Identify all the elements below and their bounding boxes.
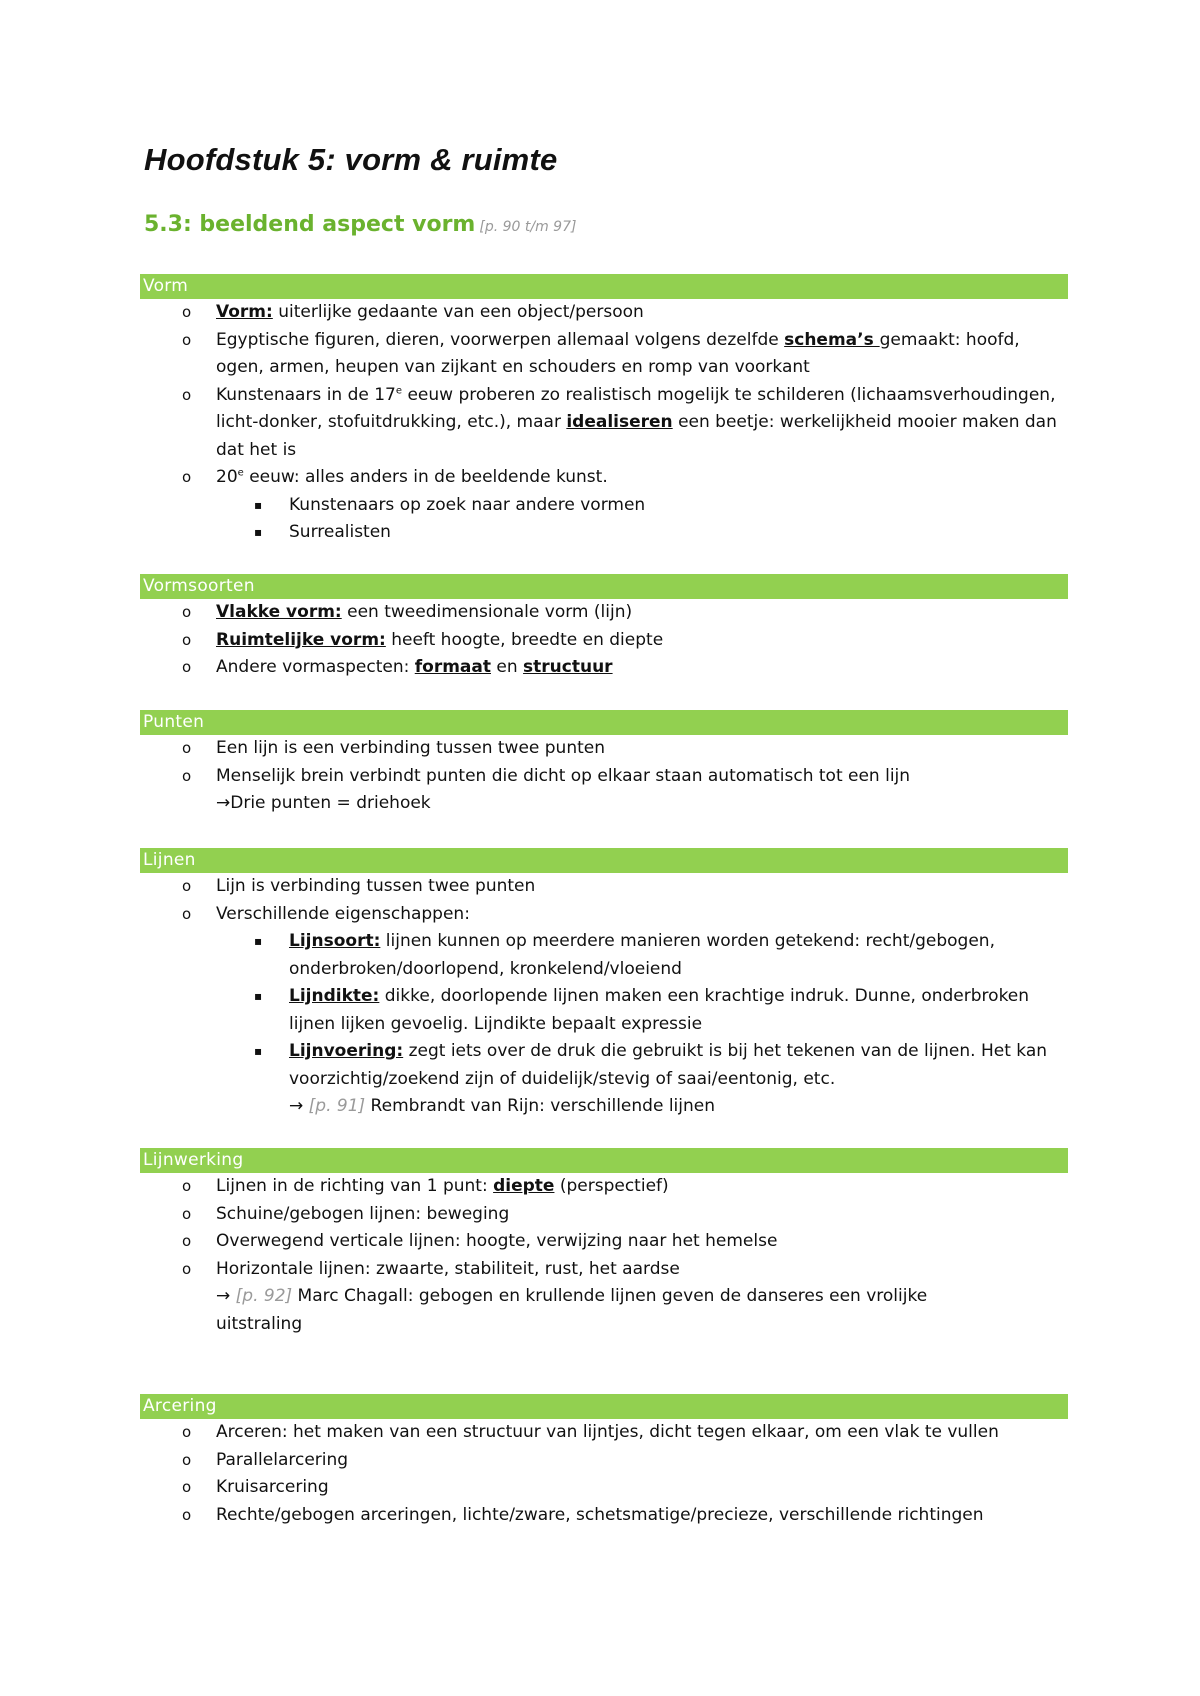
item-text: Lijnen in de richting van 1 punt:	[216, 1176, 494, 1196]
arrow-icon: →	[216, 1286, 231, 1306]
arrow-icon: →	[289, 1096, 304, 1116]
list-item	[140, 763, 1068, 791]
item-text: en	[491, 657, 524, 677]
list-item	[140, 1474, 1068, 1502]
item-text: 20	[216, 467, 238, 487]
bullet-square: ▪	[254, 497, 263, 512]
item-text: lijnen kunnen op meerdere manieren worden getekend: recht/gebogen, onderbroken/doorlopend, kronkelend/vloeiend	[289, 931, 995, 979]
item-text: uiterlijke gedaante van een object/persoon	[272, 302, 644, 322]
item-text: Lijn is verbinding tussen twee punten	[216, 876, 536, 896]
list-item	[140, 654, 1068, 682]
heading-arcering: Arcering	[140, 1394, 1068, 1419]
list-item	[140, 1419, 1068, 1447]
item-text: Een lijn is een verbinding tussen twee punten	[216, 738, 606, 758]
heading-punten: Punten	[140, 710, 1068, 735]
item-text: Arceren: het maken van een structuur van lijntjes, dicht tegen elkaar, om een vlak te vullen	[216, 1422, 999, 1442]
section-title	[144, 212, 576, 237]
item-text: een tweedimensionale vorm (lijn)	[341, 602, 633, 622]
item-text: (perspectief)	[554, 1176, 669, 1196]
list-item	[140, 735, 1068, 763]
list-item	[140, 1201, 1068, 1229]
heading-vormsoorten: Vormsoorten	[140, 574, 1068, 599]
bullet-circle: o	[182, 468, 192, 486]
bullet-circle: o	[182, 1232, 192, 1250]
arrow-icon: →	[216, 793, 231, 813]
item-text: dikke, doorlopende lijnen maken een krachtige indruk. Dunne, onderbroken lijnen lijken gevoelig. Lijndikte bepaalt expressie	[289, 986, 1030, 1034]
item-text: Verschillende eigenschappen:	[216, 903, 470, 924]
item-text: Egyptische figuren, dieren, voorwerpen allemaal volgens dezelfde	[216, 329, 785, 350]
section-punten	[140, 710, 1068, 818]
section-arcering	[140, 1394, 1068, 1529]
item-text: Schuine/gebogen lijnen: beweging	[216, 1203, 510, 1224]
list-item	[140, 627, 1068, 655]
arrow-note	[140, 1283, 1068, 1311]
item-text: Kruisarcering	[216, 1477, 329, 1497]
term: Vorm:	[216, 302, 273, 322]
item-text: Menselijk brein verbindt punten die dicht op elkaar staan automatisch tot een lijn	[216, 765, 911, 786]
term: formaat	[414, 657, 491, 677]
bullet-circle: o	[182, 739, 192, 757]
list-item	[140, 873, 1068, 901]
section-vormsoorten	[140, 574, 1068, 682]
list-item	[140, 901, 1068, 929]
section-lijnen	[140, 848, 1068, 1121]
term: idealiseren	[566, 412, 673, 432]
sub-list-item	[140, 983, 1068, 1038]
heading-lijnen: Lijnen	[140, 848, 1068, 873]
section-page-ref: [p. 90 t/m 97]	[479, 219, 577, 235]
bullet-circle: o	[182, 904, 192, 923]
bullet-square: ▪	[254, 989, 263, 1003]
bullet-circle: o	[182, 658, 192, 676]
bullet-circle: o	[182, 603, 192, 621]
item-text: Horizontale lijnen: zwaarte, stabiliteit, rust, het aardse	[216, 1258, 680, 1279]
sub-list-item	[140, 928, 1068, 983]
item-text: Marc Chagall: gebogen en krullende lijnen geven de danseres een vrolijke	[292, 1286, 928, 1306]
bullet-circle: o	[182, 1478, 192, 1496]
item-text: Andere vormaspecten:	[216, 657, 415, 677]
bullet-circle: o	[182, 1204, 192, 1223]
bullet-circle: o	[182, 1450, 192, 1469]
sub-list-item	[140, 519, 1068, 547]
item-text: zegt iets over de druk die gebruikt is bij het tekenen van de lijnen. Het kan voorzichtig/zoekend zijn of duidelijk/stevig of saai/eentonig, etc.	[289, 1041, 1048, 1089]
sub-list-item	[140, 492, 1068, 520]
term: structuur	[523, 657, 613, 677]
list-item	[140, 464, 1068, 492]
heading-vorm: Vorm	[140, 274, 1068, 299]
item-text: Kunstenaars op zoek naar andere vormen	[289, 494, 646, 515]
sub-list-item	[140, 1038, 1068, 1093]
item-text: een beetje: werkelijkheid mooier maken dan dat het is	[216, 412, 1057, 460]
item-text: Parallelarcering	[216, 1449, 349, 1470]
item-text: eeuw proberen zo realistisch mogelijk te schilderen (lichaamsverhoudingen, licht-donker, stofuitdrukking, etc.), maar	[216, 384, 1056, 432]
item-text: Drie punten = driehoek	[230, 793, 431, 813]
section-vorm	[140, 274, 1068, 547]
heading-lijnwerking: Lijnwerking	[140, 1148, 1068, 1173]
term: Lijnsoort:	[289, 931, 381, 951]
bullet-circle: o	[182, 303, 192, 321]
bullet-circle: o	[182, 385, 192, 404]
list-item	[140, 1447, 1068, 1475]
list-item	[140, 1256, 1068, 1284]
bullet-square: ▪	[254, 525, 263, 539]
list-item	[140, 599, 1068, 627]
item-text: Kunstenaars in de 17	[216, 384, 396, 405]
item-text: gemaakt: hoofd, ogen, armen, heupen van zijkant en schouders en romp van voorkant	[216, 329, 1020, 377]
item-text: Rembrandt van Rijn: verschillende lijnen	[365, 1096, 716, 1116]
arrow-note-continued: uitstraling	[216, 1313, 303, 1334]
list-item	[140, 327, 1068, 382]
bullet-circle: o	[182, 1177, 192, 1195]
term: Lijndikte:	[289, 986, 380, 1006]
item-text: eeuw: alles anders in de beeldende kunst.	[243, 467, 608, 487]
bullet-circle: o	[182, 1423, 192, 1441]
bullet-circle: o	[182, 766, 192, 785]
term: Ruimtelijke vorm:	[216, 629, 386, 650]
item-text: Surrealisten	[289, 522, 391, 542]
term: Vlakke vorm:	[216, 602, 342, 622]
item-text: Rechte/gebogen arceringen, lichte/zware, schetsmatige/precieze, verschillende richtingen	[216, 1504, 984, 1525]
superscript: e	[395, 384, 403, 396]
section-title-text: 5.3: beeldend aspect vorm	[144, 212, 476, 237]
page-ref: [p. 92]	[235, 1286, 293, 1306]
bullet-circle: o	[182, 1259, 192, 1278]
list-item	[140, 299, 1068, 327]
bullet-square: ▪	[254, 934, 263, 948]
item-text: Overwegend verticale lijnen: hoogte, verwijzing naar het hemelse	[216, 1231, 778, 1251]
list-item	[140, 1173, 1068, 1201]
term: schema’s	[784, 329, 880, 350]
term: diepte	[493, 1176, 555, 1196]
superscript: e	[237, 467, 244, 479]
page-ref: [p. 91]	[308, 1096, 366, 1116]
arrow-note	[140, 790, 1068, 818]
bullet-circle: o	[182, 1505, 192, 1524]
term: Lijnvoering:	[289, 1041, 404, 1061]
arrow-note	[140, 1093, 1068, 1121]
list-item	[140, 382, 1068, 465]
list-item	[140, 1228, 1068, 1256]
list-item	[140, 1502, 1068, 1530]
bullet-circle: o	[182, 330, 192, 349]
section-lijnwerking	[140, 1148, 1068, 1338]
bullet-square: ▪	[254, 1044, 263, 1058]
bullet-circle: o	[182, 630, 192, 649]
item-text: heeft hoogte, breedte en diepte	[385, 629, 664, 650]
bullet-circle: o	[182, 877, 192, 895]
chapter-title: Hoofdstuk 5: vorm & ruimte	[144, 142, 558, 177]
